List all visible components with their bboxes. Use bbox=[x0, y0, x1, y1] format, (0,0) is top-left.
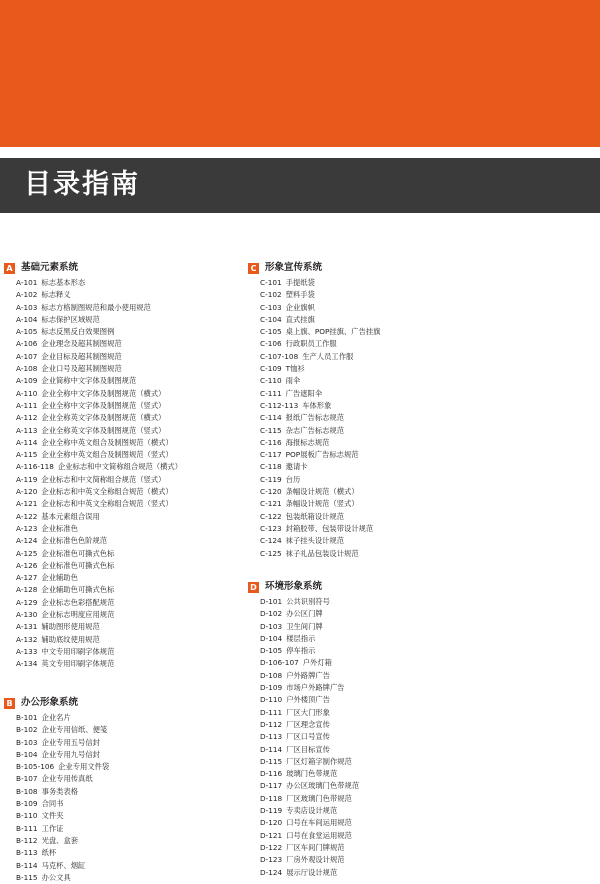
toc-entry-code: A-123 bbox=[16, 523, 38, 533]
toc-entry bbox=[260, 633, 359, 645]
toc-entry-code: D-104 bbox=[260, 633, 283, 643]
toc-entry-label: 辅助图形使用规范 bbox=[41, 622, 100, 632]
toc-entry bbox=[260, 842, 359, 854]
toc-entry-label: 企业标志和中文简称组合规范（横式） bbox=[57, 462, 182, 472]
toc-entry-label: 行政职员工作服 bbox=[285, 339, 337, 349]
toc-entry bbox=[260, 793, 359, 805]
toc-entry-label: 企业名片 bbox=[41, 713, 71, 722]
toc-entry-code: A-101 bbox=[16, 278, 38, 287]
toc-entry bbox=[16, 584, 182, 596]
toc-entry bbox=[16, 338, 182, 350]
toc-entry bbox=[16, 486, 182, 498]
toc-entry-label: 展示厅设计规范 bbox=[286, 867, 338, 877]
toc-entry-code: D-122 bbox=[260, 842, 283, 852]
toc-entry bbox=[16, 572, 182, 584]
section-d bbox=[248, 580, 359, 879]
toc-entry-label: 封箱胶带、包装带设计规范 bbox=[285, 523, 374, 533]
toc-entry bbox=[260, 744, 359, 756]
section-item-list bbox=[4, 277, 182, 671]
toc-entry-label: 袜子礼品包装设计规范 bbox=[285, 548, 359, 558]
toc-entry-label: 企业标志和中英文全称组合规范（横式） bbox=[41, 487, 173, 497]
toc-entry bbox=[16, 314, 182, 326]
toc-entry bbox=[16, 548, 182, 560]
toc-entry bbox=[16, 773, 109, 785]
toc-entry-code: C-124 bbox=[260, 536, 282, 546]
toc-entry-label: 企业旗帜 bbox=[285, 302, 315, 312]
toc-entry-code: A-115 bbox=[16, 450, 38, 460]
toc-entry-label: 户外灯箱 bbox=[302, 658, 332, 668]
section-item-list bbox=[248, 277, 380, 560]
toc-entry-label: 企业全称中文字体及制图规范（横式） bbox=[41, 388, 166, 398]
toc-entry-label: 条幅设计规范（竖式） bbox=[285, 499, 359, 509]
toc-entry-label: 厂区理念宣传 bbox=[286, 719, 330, 729]
toc-entry-code: D-113 bbox=[260, 732, 283, 742]
toc-entry-code: A-109 bbox=[16, 376, 38, 386]
toc-entry-code: A-107 bbox=[16, 351, 38, 361]
toc-entry bbox=[16, 621, 182, 633]
toc-entry-code: A-134 bbox=[16, 659, 38, 669]
toc-entry-code: D-105 bbox=[260, 646, 283, 656]
toc-entry bbox=[260, 535, 380, 547]
toc-entry-label: 企业标准色可撕式色标 bbox=[41, 560, 115, 570]
toc-entry bbox=[16, 523, 182, 535]
section-b bbox=[4, 696, 109, 884]
toc-entry bbox=[260, 805, 359, 817]
toc-entry bbox=[16, 388, 182, 400]
toc-entry-code: D-101 bbox=[260, 597, 283, 606]
toc-entry-label: 桌上旗、POP挂旗、广告挂旗 bbox=[285, 327, 381, 337]
toc-entry-code: C-106 bbox=[260, 339, 282, 349]
toc-entry-label: 文件夹 bbox=[41, 811, 64, 821]
toc-entry-label: 办公区玻璃门色带规范 bbox=[286, 781, 360, 791]
section-letter-badge: A bbox=[4, 263, 15, 274]
toc-entry bbox=[260, 437, 380, 449]
toc-entry-label: 企业全称英文字体及制图规范（横式） bbox=[41, 413, 166, 423]
toc-entry-label: 企业全称中英文组合及制图规范（横式） bbox=[41, 437, 173, 447]
toc-entry bbox=[16, 498, 182, 510]
toc-entry-code: D-118 bbox=[260, 793, 283, 803]
toc-entry bbox=[260, 854, 359, 866]
toc-entry-label: 光盘、盒套 bbox=[41, 835, 79, 845]
toc-entry bbox=[16, 302, 182, 314]
toc-entry-code: A-116-118 bbox=[16, 462, 54, 472]
toc-entry-code: D-116 bbox=[260, 769, 283, 779]
toc-entry bbox=[16, 425, 182, 437]
toc-entry-label: 车体形象 bbox=[302, 400, 332, 410]
toc-entry bbox=[260, 338, 380, 350]
toc-entry-label: 企业标志和中文简称组合规范（竖式） bbox=[41, 474, 166, 484]
toc-entry-code: C-102 bbox=[260, 290, 282, 300]
toc-entry-code: B-111 bbox=[16, 823, 38, 833]
toc-entry bbox=[16, 724, 109, 736]
toc-entry-code: A-133 bbox=[16, 646, 38, 656]
toc-entry-code: C-101 bbox=[260, 278, 282, 287]
section-header bbox=[4, 696, 109, 710]
toc-entry-code: C-125 bbox=[260, 548, 282, 558]
section-header bbox=[248, 580, 359, 594]
toc-entry bbox=[260, 326, 380, 338]
toc-entry bbox=[16, 658, 182, 670]
toc-entry-code: C-104 bbox=[260, 314, 282, 324]
toc-entry bbox=[260, 449, 380, 461]
section-letter-badge: D bbox=[248, 582, 259, 593]
toc-entry-label: 企业简称中文字体及制图规范 bbox=[41, 376, 137, 386]
toc-entry-label: POP展板广告标志规范 bbox=[285, 450, 359, 460]
toc-entry-label: 标志反黑反白效果图例 bbox=[41, 327, 115, 337]
toc-entry-label: 台历 bbox=[285, 474, 301, 484]
toc-entry-code: D-119 bbox=[260, 806, 283, 816]
toc-entry-code: D-121 bbox=[260, 830, 283, 840]
toc-entry-label: 企业标志和中英文全称组合规范（竖式） bbox=[41, 499, 173, 509]
toc-entry-code: B-107 bbox=[16, 774, 38, 784]
toc-entry-label: 办公区门牌 bbox=[286, 609, 323, 619]
toc-entry bbox=[16, 474, 182, 486]
toc-entry bbox=[260, 523, 380, 535]
toc-entry bbox=[16, 609, 182, 621]
toc-entry-code: C-105 bbox=[260, 327, 282, 337]
toc-entry-code: B-112 bbox=[16, 835, 38, 845]
toc-entry-code: B-102 bbox=[16, 725, 38, 735]
toc-entry-code: A-104 bbox=[16, 314, 38, 324]
toc-entry bbox=[260, 425, 380, 437]
toc-entry-label: 企业专用传真纸 bbox=[41, 774, 93, 784]
toc-entry-code: B-109 bbox=[16, 799, 38, 809]
toc-entry-label: 标志基本形态 bbox=[41, 278, 86, 287]
toc-entry-label: 企业辅助色 bbox=[41, 573, 78, 583]
toc-entry bbox=[260, 375, 380, 387]
toc-entry-code: A-120 bbox=[16, 487, 38, 497]
toc-entry-label: 厂房外观设计规范 bbox=[286, 855, 345, 865]
toc-entry bbox=[260, 486, 380, 498]
toc-entry-label: 厂区大门形象 bbox=[286, 707, 330, 717]
toc-entry-code: A-130 bbox=[16, 610, 38, 620]
toc-entry bbox=[260, 474, 380, 486]
header-accent-band bbox=[0, 0, 600, 147]
toc-entry bbox=[16, 737, 109, 749]
toc-entry-code: C-119 bbox=[260, 474, 282, 484]
toc-entry bbox=[16, 810, 109, 822]
toc-entry bbox=[16, 511, 182, 523]
toc-entry bbox=[16, 761, 109, 773]
toc-entry-label: 企业全称中英文组合及制图规范（竖式） bbox=[41, 450, 173, 460]
toc-entry-code: A-125 bbox=[16, 548, 38, 558]
toc-entry-label: 广告遮阳伞 bbox=[285, 388, 323, 398]
toc-entry-code: B-114 bbox=[16, 860, 38, 870]
toc-entry-label: 标志保护区域规范 bbox=[41, 314, 100, 324]
section-letter-badge: B bbox=[4, 698, 15, 709]
toc-entry-code: A-127 bbox=[16, 573, 38, 583]
toc-entry bbox=[16, 363, 182, 375]
toc-entry bbox=[260, 817, 359, 829]
toc-entry-code: B-105-106 bbox=[16, 762, 55, 772]
toc-entry-label: 停车指示 bbox=[286, 646, 316, 656]
toc-entry bbox=[16, 560, 182, 572]
toc-entry bbox=[260, 621, 359, 633]
toc-entry-label: 英文专用印刷字体规范 bbox=[41, 659, 115, 669]
toc-entry bbox=[16, 860, 109, 872]
toc-entry-label: 楼层指示 bbox=[286, 633, 316, 643]
toc-entry bbox=[16, 289, 182, 301]
toc-entry-label: 基本元素组合误用 bbox=[41, 511, 100, 521]
toc-entry-code: D-108 bbox=[260, 670, 283, 680]
toc-entry-code: A-108 bbox=[16, 364, 38, 374]
toc-entry-code: A-131 bbox=[16, 622, 38, 632]
toc-entry bbox=[260, 289, 380, 301]
toc-entry bbox=[16, 872, 109, 884]
toc-entry bbox=[16, 823, 109, 835]
toc-entry-label: 厂区玻璃门色带规范 bbox=[286, 793, 352, 803]
toc-entry-label: 合同书 bbox=[41, 799, 64, 809]
toc-entry-label: 厂区口号宣传 bbox=[286, 732, 330, 742]
toc-entry-label: 专卖店设计规范 bbox=[286, 806, 338, 816]
toc-entry-label: 直式挂旗 bbox=[285, 314, 315, 324]
toc-entry-label: 玻璃门色带规范 bbox=[286, 769, 338, 779]
toc-entry bbox=[16, 412, 182, 424]
toc-entry bbox=[260, 694, 359, 706]
toc-entry bbox=[260, 657, 359, 669]
toc-entry-label: 企业目标及超其制图规范 bbox=[41, 351, 122, 361]
toc-entry-label: 企业标准色 bbox=[41, 523, 78, 533]
toc-entry bbox=[260, 277, 380, 289]
toc-entry bbox=[260, 363, 380, 375]
toc-entry-code: C-107-108 bbox=[260, 351, 299, 361]
toc-entry-label: 企业全称英文字体及制图规范（竖式） bbox=[41, 425, 166, 435]
toc-entry-label: 报纸广告标志规范 bbox=[285, 413, 345, 423]
toc-entry-code: C-116 bbox=[260, 437, 282, 447]
toc-entry-code: B-101 bbox=[16, 713, 38, 722]
toc-entry-code: A-112 bbox=[16, 413, 38, 423]
toc-entry-code: D-112 bbox=[260, 719, 283, 729]
toc-entry bbox=[16, 461, 182, 473]
toc-entry bbox=[260, 400, 380, 412]
toc-entry-code: A-113 bbox=[16, 425, 38, 435]
page-title: 目录指南 bbox=[24, 169, 140, 200]
toc-entry-label: 口号在食堂运用规范 bbox=[286, 830, 352, 840]
toc-entry bbox=[260, 756, 359, 768]
toc-entry-code: C-117 bbox=[260, 450, 282, 460]
toc-entry-code: A-119 bbox=[16, 474, 38, 484]
toc-entry bbox=[260, 596, 359, 608]
toc-entry-code: A-126 bbox=[16, 560, 38, 570]
toc-entry bbox=[16, 400, 182, 412]
toc-entry bbox=[16, 326, 182, 338]
toc-entry-code: A-106 bbox=[16, 339, 38, 349]
toc-entry-code: D-117 bbox=[260, 781, 283, 791]
toc-entry-code: D-124 bbox=[260, 867, 283, 877]
toc-entry-code: D-114 bbox=[260, 744, 283, 754]
toc-entry-label: 企业标准色色阶规范 bbox=[41, 536, 108, 546]
section-c bbox=[248, 261, 380, 560]
toc-entry bbox=[260, 645, 359, 657]
toc-entry-code: A-124 bbox=[16, 536, 38, 546]
toc-entry bbox=[260, 768, 359, 780]
toc-entry bbox=[16, 597, 182, 609]
toc-entry bbox=[260, 388, 380, 400]
toc-entry bbox=[16, 786, 109, 798]
toc-entry-label: 办公文具 bbox=[41, 872, 71, 882]
toc-entry-code: C-109 bbox=[260, 364, 282, 374]
toc-entry-code: C-103 bbox=[260, 302, 282, 312]
toc-entry-code: C-122 bbox=[260, 511, 282, 521]
toc-entry-label: 包装纸箱设计规范 bbox=[285, 511, 345, 521]
toc-entry-code: B-108 bbox=[16, 786, 38, 796]
toc-entry-code: C-118 bbox=[260, 462, 282, 472]
toc-entry-code: A-121 bbox=[16, 499, 38, 509]
section-title: 办公形象系统 bbox=[21, 697, 79, 708]
toc-entry-code: C-111 bbox=[260, 388, 282, 398]
toc-entry-label: 辅助底纹使用规范 bbox=[41, 634, 100, 644]
toc-entry bbox=[16, 712, 109, 724]
toc-entry-code: D-123 bbox=[260, 855, 283, 865]
toc-entry-code: A-132 bbox=[16, 634, 38, 644]
toc-entry bbox=[260, 719, 359, 731]
toc-entry-label: 企业辅助色可撕式色标 bbox=[41, 585, 115, 595]
toc-entry-code: C-121 bbox=[260, 499, 282, 509]
toc-entry-label: 条幅设计规范（横式） bbox=[285, 487, 359, 497]
toc-entry bbox=[260, 461, 380, 473]
toc-entry-label: 企业全称中文字体及制图规范（竖式） bbox=[41, 400, 166, 410]
toc-entry bbox=[16, 449, 182, 461]
toc-entry-label: 企业专用五号信封 bbox=[41, 737, 100, 747]
toc-entry bbox=[260, 670, 359, 682]
toc-entry-label: 纸杯 bbox=[41, 848, 57, 858]
toc-entry bbox=[260, 498, 380, 510]
toc-entry bbox=[16, 277, 182, 289]
toc-entry-label: 塑料手袋 bbox=[285, 290, 315, 300]
toc-entry-label: 市场户外路牌广告 bbox=[286, 683, 345, 693]
toc-entry-label: 标志方格制图规范和最小使用规范 bbox=[41, 302, 151, 312]
toc-entry-label: 中文专用印刷字体规范 bbox=[41, 646, 115, 656]
toc-entry-label: 户外路牌广告 bbox=[286, 670, 330, 680]
section-item-list bbox=[4, 712, 109, 884]
toc-entry-code: B-110 bbox=[16, 811, 38, 821]
toc-entry bbox=[260, 682, 359, 694]
toc-entry-label: 厂区目标宣传 bbox=[286, 744, 330, 754]
section-header bbox=[248, 261, 380, 275]
toc-entry bbox=[260, 707, 359, 719]
toc-entry-label: T恤衫 bbox=[285, 364, 305, 374]
toc-entry-code: D-103 bbox=[260, 621, 283, 631]
toc-entry-code: C-123 bbox=[260, 523, 282, 533]
toc-entry-label: 厂区车间门牌规范 bbox=[286, 842, 345, 852]
toc-entry-label: 企业理念及超其制图规范 bbox=[41, 339, 122, 349]
toc-entry-code: B-104 bbox=[16, 749, 38, 759]
toc-entry bbox=[260, 780, 359, 792]
toc-entry-code: C-115 bbox=[260, 425, 282, 435]
toc-entry-code: A-103 bbox=[16, 302, 38, 312]
toc-entry bbox=[16, 798, 109, 810]
toc-entry-label: 企业专用九号信封 bbox=[41, 749, 100, 759]
toc-entry-code: D-102 bbox=[260, 609, 283, 619]
toc-entry-code: A-110 bbox=[16, 388, 38, 398]
toc-entry-code: A-114 bbox=[16, 437, 38, 447]
toc-entry bbox=[16, 749, 109, 761]
toc-entry-label: 企业标志明度应用规范 bbox=[41, 610, 115, 620]
toc-entry-label: 口号在车间运用规范 bbox=[286, 818, 352, 828]
toc-entry-label: 公共识别符号 bbox=[286, 597, 330, 606]
toc-entry-code: D-110 bbox=[260, 695, 283, 705]
toc-entry bbox=[260, 314, 380, 326]
toc-entry-label: 雨伞 bbox=[285, 376, 301, 386]
toc-entry-code: C-110 bbox=[260, 376, 282, 386]
toc-entry bbox=[16, 646, 182, 658]
toc-entry-label: 海报标志规范 bbox=[285, 437, 330, 447]
toc-entry-code: A-102 bbox=[16, 290, 38, 300]
toc-entry-label: 生产人员工作服 bbox=[302, 351, 354, 361]
section-letter-badge: C bbox=[248, 263, 259, 274]
section-title: 形象宣传系统 bbox=[265, 262, 323, 273]
toc-entry-code: B-113 bbox=[16, 848, 38, 858]
toc-entry-label: 卫生间门牌 bbox=[286, 621, 323, 631]
toc-entry bbox=[16, 634, 182, 646]
toc-entry-code: A-122 bbox=[16, 511, 38, 521]
toc-entry bbox=[260, 511, 380, 523]
toc-entry-code: A-129 bbox=[16, 597, 38, 607]
toc-entry bbox=[16, 437, 182, 449]
section-title: 基础元素系统 bbox=[21, 262, 79, 273]
toc-entry-code: C-112-113 bbox=[260, 400, 299, 410]
toc-entry-label: 工作证 bbox=[41, 823, 64, 833]
section-a bbox=[4, 261, 182, 671]
toc-entry bbox=[260, 302, 380, 314]
toc-entry-code: A-111 bbox=[16, 400, 38, 410]
toc-entry-label: 标志释义 bbox=[41, 290, 71, 300]
toc-entry-label: 手提纸袋 bbox=[285, 278, 315, 287]
toc-entry bbox=[16, 847, 109, 859]
section-item-list bbox=[248, 596, 359, 879]
toc-entry-code: A-128 bbox=[16, 585, 38, 595]
toc-entry bbox=[16, 835, 109, 847]
toc-entry-label: 马克杯、烟缸 bbox=[41, 860, 86, 870]
toc-entry bbox=[16, 535, 182, 547]
toc-entry-label: 袜子挂头设计规范 bbox=[285, 536, 345, 546]
toc-entry-label: 厂区灯箱字制作规范 bbox=[286, 756, 352, 766]
toc-entry bbox=[16, 375, 182, 387]
toc-entry-code: B-103 bbox=[16, 737, 38, 747]
toc-entry-label: 杂志广告标志规范 bbox=[285, 425, 345, 435]
toc-entry-label: 事务类表格 bbox=[41, 786, 79, 796]
toc-entry-code: D-115 bbox=[260, 756, 283, 766]
toc-entry-label: 企业专用信纸、便笺 bbox=[41, 725, 108, 735]
toc-entry-code: D-120 bbox=[260, 818, 283, 828]
toc-entry bbox=[16, 351, 182, 363]
toc-entry-label: 企业专用文件袋 bbox=[58, 762, 110, 772]
toc-entry bbox=[260, 548, 380, 560]
toc-entry-code: C-120 bbox=[260, 487, 282, 497]
toc-entry bbox=[260, 731, 359, 743]
toc-entry-code: C-114 bbox=[260, 413, 282, 423]
toc-entry-label: 企业标准色可撕式色标 bbox=[41, 548, 115, 558]
toc-entry-code: D-106-107 bbox=[260, 658, 299, 668]
toc-entry-label: 邀请卡 bbox=[285, 462, 308, 472]
toc-entry-code: B-115 bbox=[16, 872, 38, 882]
toc-entry bbox=[260, 412, 380, 424]
toc-entry-code: A-105 bbox=[16, 327, 38, 337]
toc-entry-code: D-109 bbox=[260, 683, 283, 693]
toc-entry-label: 企业标志色彩搭配规范 bbox=[41, 597, 115, 607]
section-header bbox=[4, 261, 182, 275]
section-title: 环境形象系统 bbox=[265, 581, 323, 592]
toc-entry-label: 企业口号及超其制图规范 bbox=[41, 364, 122, 374]
toc-entry bbox=[260, 867, 359, 879]
toc-entry-label: 户外楼顶广告 bbox=[286, 695, 330, 705]
toc-entry bbox=[260, 351, 380, 363]
toc-entry-code: D-111 bbox=[260, 707, 283, 717]
toc-entry bbox=[260, 830, 359, 842]
toc-entry bbox=[260, 608, 359, 620]
